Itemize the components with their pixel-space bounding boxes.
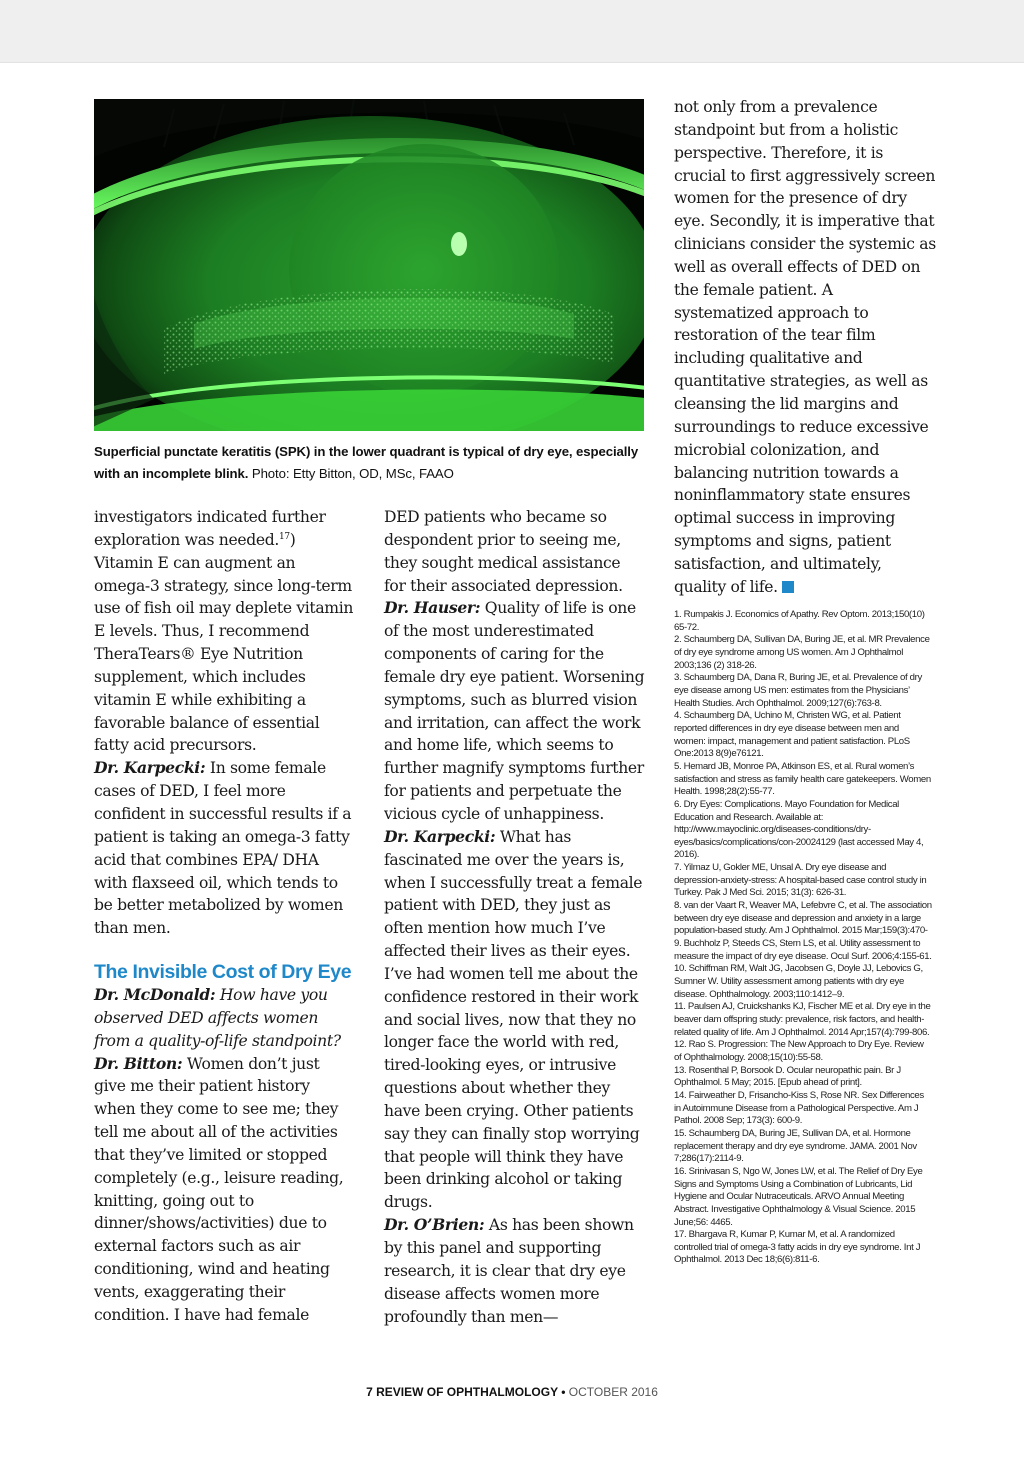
- speaker-label: Dr. Bitton:: [94, 1053, 183, 1073]
- caption-credit: Photo: Etty Bitton, OD, MSc, FAAO: [248, 466, 454, 481]
- eye-photo: [94, 99, 644, 431]
- reference-item: 9. Buchholz P, Steeds CS, Stern LS, et al. Utility assessment to measure the impact of dry eye disease. Ocul Surf. 2006;4:155-61.: [674, 938, 932, 962]
- reference-item: 2. Schaumberg DA, Sullivan DA, Buring JE, et al. MR Prevalence of dry eye syndrome among US women. Am J Ophthalmol 2003;136 (2) 318-26.: [674, 634, 930, 671]
- reference-item: 7. Yilmaz U, Gokler ME, Unsal A. Dry eye disease and depression-anxiety-stress: A hospital-based case control study in Turkey. Pak J Med Sci. 2015; 31(3): 626-31.: [674, 862, 927, 899]
- reference-item: 11. Paulsen AJ, Cruickshanks KJ, Fischer ME et al. Dry eye in the beaver dam offspring study: prevalence, risk factors, and health-related quality of life. Am J Ophthalmol. 2014 Apr;157(4):799-806.: [674, 1001, 931, 1038]
- reference-item: 3. Schaumberg DA, Dana R, Buring JE, et al. Prevalence of dry eye disease among US men: estimates from the Physicians’ Health Studies. Arch Ophthalmol. 2009;127(6):763-8.: [674, 672, 922, 709]
- paragraph-text: Quality of life is one of the most underestimated components of caring for the female dry eye patient. Worsening symptoms, such as blurred vision and irritation, can affect the work and home life, which seems to further magnify symptoms further for patients and perpetuate the vicious cycle of unhappiness.: [384, 599, 645, 823]
- reference-item: 8. van der Vaart R, Weaver MA, Lefebvre C, et al. The association between dry eye disease and depression and anxiety in a large population-based study. Am J Ophthalmol. 2015 Mar;159(3):470-: [674, 900, 932, 937]
- reference-item: 15. Schaumberg DA, Buring JE, Sullivan DA, et al. Hormone replacement therapy and dry eye syndrome. JAMA. 2001 Nov 7;286(17):2114-9.: [674, 1127, 917, 1165]
- section-heading: The Invisible Cost of Dry Eye: [94, 961, 352, 984]
- paragraph: [94, 1053, 354, 1327]
- paragraph-text: ) Vitamin E can augment an omega-3 strategy, since long-term use of fish oil may deplete vitamin E levels. Thus, I recommend TheraTears® Eye Nutrition supplement, which includes vitamin E while exhibiting a favorable balance of essential fatty acid precursors.: [94, 530, 354, 755]
- column-3: [674, 96, 936, 599]
- column-2: [384, 506, 646, 1328]
- speaker-label: Dr. McDonald:: [94, 985, 216, 1005]
- speaker-label: Dr. Karpecki:: [94, 758, 206, 778]
- reference-list: [674, 609, 932, 1267]
- eye-photo-image: [94, 99, 644, 431]
- reference-item: 16. Srinivasan S, Ngo W, Jones LW, et al. The Relief of Dry Eye Signs and Symptoms Using a Combination of Lubricants, Lid Hygiene and Ocular Nutraceuticals. ARVO Annual Meeting Abstract. Investigative Ophthalmology & Visual Science. 2015 June;56: 4465.: [674, 1165, 923, 1228]
- paragraph-text: Women don’t just give me their patient history when they come to see me; they tell me about all of the activities that they’ve limited or stopped completely (e.g., leisure reading, knitting, going out to dinner/shows/activities) due to external factors such as air conditioning, wind and heating vents, exaggerating their condition. I have had female: [94, 1054, 344, 1324]
- column-1: [94, 506, 354, 1327]
- references: [674, 609, 932, 1267]
- paragraph-text: What has fascinated me over the years is, when I successfully treat a female patient with DED, they just as often mention how much I’ve affected their lives as their eyes. I’ve had women tell me about the confidence restored in their work and social lives, now that they no longer face the world with red, tired-looking eyes, or intrusive questions about whether they have been crying. Other patients say they can finally stop worrying that people will think they have been drinking alcohol or taking drugs.: [384, 827, 643, 1212]
- paragraph-text: In some female cases of DED, I feel more confident in successful results if a patient is taking an omega-3 fatty acid that combines EPA/ DHA with flaxseed oil, which tends to be better metabolized by women than men.: [94, 759, 352, 938]
- reference-item: 6. Dry Eyes: Complications. Mayo Foundation for Medical Education and Research. Available at: http://www.mayoclinic.org/diseases-conditions/dry-eyes/basics/complications/con-20024129 (last accessed May 4, 2016).: [674, 798, 924, 861]
- reference-item: 1. Rumpakis J. Economics of Apathy. Rev Optom. 2013;150(10) 65-72.: [674, 609, 925, 633]
- footer-publication: 7 REVIEW OF OPHTHALMOLOGY: [366, 1385, 558, 1399]
- reference-item: 13. Rosenthal P, Borsook D. Ocular neuropathic pain. Br J Ophthalmol. 5 May; 2015. [Epub ahead of print].: [674, 1064, 901, 1089]
- paragraph-text: not only from a prevalence standpoint but from a holistic perspective. Therefore, it is crucial to first aggressively screen women for the presence of dry eye. Secondly, it is imperative that clinicians consider the systemic as well as overall effects of DED on the female patient. A systematized approach to restoration of the tear film including qualitative and quantitative strategies, as well as cleansing the lid margins and surroundings to reduce excessive microbial colonization, and balancing nutrition towards a noninflammatory state ensures optimal success in improving symptoms and signs, patient satisfaction, and ultimately, quality of life.: [674, 98, 936, 596]
- paragraph: [384, 597, 646, 825]
- end-mark-icon: [782, 581, 794, 593]
- speaker-label: Dr. Karpecki:: [384, 826, 496, 846]
- reference-item: 5. Hemard JB, Monroe PA, Atkinson ES, et al. Rural women’s satisfaction and stress as family health care gatekeepers. Women Health. 1998;28(2):55-77.: [674, 760, 931, 798]
- caption-text: Superficial punctate keratitis (SPK) in the lower quadrant is typical of dry eye, especially with an incomplete blink.: [94, 444, 639, 481]
- paragraph-text: investigators indicated further exploration was needed.: [94, 508, 326, 549]
- paragraph: [384, 826, 646, 1214]
- paragraph: [94, 757, 354, 940]
- reference-item: 14. Fairweather D, Frisancho-Kiss S, Rose NR. Sex Differences in Autoimmune Disease from a Pathological Perspective. Am J Pathol. 2008 Sep; 173(3): 600-9.: [674, 1089, 924, 1127]
- footer-date: OCTOBER 2016: [568, 1385, 658, 1399]
- superscript: 17: [278, 531, 290, 542]
- paragraph: [384, 506, 646, 597]
- reference-item: 12. Rao S. Progression: The New Approach to Dry Eye. Review of Ophthalmology. 2008;15(10):55-58.: [674, 1039, 924, 1063]
- paragraph: [384, 1214, 646, 1328]
- reference-item: 10. Schiffman RM, Walt JG, Jacobsen G, Doyle JJ, Lebovics G, Sumner W. Utility assessment among patients with dry eye disease. Ophthalmology. 2003;110:1412–9.: [674, 963, 923, 1000]
- top-band: [0, 0, 1024, 63]
- page-footer: [0, 1385, 1024, 1399]
- reference-item: 17. Bhargava R, Kumar P, Kumar M, et al. A randomized controlled trial of omega-3 fatty acids in dry eye syndrome. Int J Ophthalmol. 2013 Dec 18;6(6):811-6.: [674, 1229, 921, 1266]
- question-text: How have you observed DED affects women from a quality-of-life standpoint?: [94, 986, 341, 1050]
- paragraph: [94, 506, 354, 757]
- photo-caption: [94, 441, 646, 485]
- paragraph: [674, 96, 936, 599]
- reference-item: 4. Schaumberg DA, Uchino M, Christen WG, et al. Patient reported differences in dry eye disease between men and women: impact, management and patient satisfaction. PLoS One:2013 8(9)e76121.: [674, 710, 910, 760]
- paragraph: [94, 984, 354, 1053]
- paragraph-text: As has been shown by this panel and supporting research, it is clear that dry eye disease affects women more profoundly than men—: [384, 1216, 634, 1326]
- footer-bullet: •: [557, 1385, 569, 1399]
- speaker-label: Dr. Hauser:: [384, 598, 481, 618]
- speaker-label: Dr. O’Brien:: [384, 1215, 485, 1235]
- paragraph-text: DED patients who became so despondent prior to seeing me, they sought medical assistance for their associated depression.: [384, 508, 623, 595]
